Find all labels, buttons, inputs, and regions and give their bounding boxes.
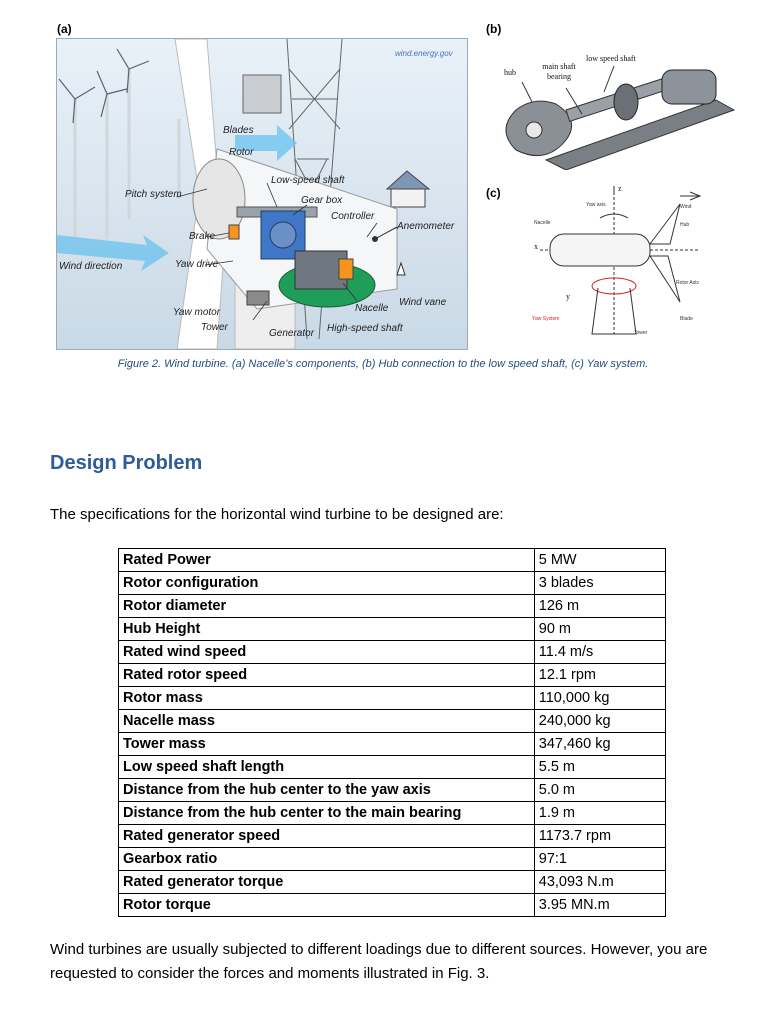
spec-parameter: Rotor torque (119, 894, 535, 917)
yaw-system-illustration (530, 184, 710, 340)
table-row (119, 641, 666, 664)
spec-value: 1.9 m (534, 802, 665, 825)
label-nacelle-c: Nacelle (534, 220, 551, 226)
spec-parameter: Rotor mass (119, 687, 535, 710)
label-yaw-drive: Yaw drive (175, 259, 219, 270)
label-low-speed-shaft-b: low speed shaft (586, 54, 636, 63)
label-wind-vane: Wind vane (399, 297, 447, 308)
label-axis-x: x (534, 242, 538, 251)
table-row (119, 710, 666, 733)
spec-value: 5.5 m (534, 756, 665, 779)
specifications-table (118, 548, 666, 917)
spec-parameter: Rated wind speed (119, 641, 535, 664)
label-hub-c: Hub (680, 222, 690, 228)
label-yaw-axis: Yaw axis (586, 202, 606, 208)
label-axis-z: z (618, 184, 622, 193)
table-row (119, 871, 666, 894)
table-row (119, 664, 666, 687)
section-heading: Design Problem (50, 452, 203, 474)
panel-b-tag: (b) (486, 22, 502, 36)
spec-value: 1173.7 rpm (534, 825, 665, 848)
table-row (119, 595, 666, 618)
spec-value: 110,000 kg (534, 687, 665, 710)
label-brake: Brake (189, 231, 216, 242)
label-yaw-system: Yaw System (532, 316, 560, 322)
label-generator: Generator (269, 328, 315, 339)
label-pitch-system: Pitch system (125, 189, 182, 200)
nacelle-components-illustration (56, 38, 468, 350)
spec-value: 5.0 m (534, 779, 665, 802)
spec-value: 43,093 N.m (534, 871, 665, 894)
spec-parameter: Rated generator speed (119, 825, 535, 848)
label-controller: Controller (331, 211, 375, 222)
spec-parameter: Tower mass (119, 733, 535, 756)
table-row (119, 618, 666, 641)
label-high-speed-shaft: High-speed shaft (327, 323, 403, 334)
label-blades: Blades (223, 125, 254, 136)
label-gear-box: Gear box (301, 195, 343, 206)
spec-value: 12.1 rpm (534, 664, 665, 687)
table-row (119, 572, 666, 595)
spec-parameter: Nacelle mass (119, 710, 535, 733)
specifications-table-body (119, 549, 666, 917)
table-row (119, 848, 666, 871)
table-row (119, 756, 666, 779)
spec-value: 240,000 kg (534, 710, 665, 733)
label-nacelle: Nacelle (355, 303, 389, 314)
spec-parameter: Rotor diameter (119, 595, 535, 618)
label-yaw-motor: Yaw motor (173, 307, 221, 318)
label-wind-direction: Wind direction (59, 261, 123, 272)
spec-parameter: Hub Height (119, 618, 535, 641)
label-rotor-axis: Rotor Axis (676, 280, 699, 286)
table-row (119, 733, 666, 756)
spec-parameter: Distance from the hub center to the yaw axis (119, 779, 535, 802)
spec-value: 97:1 (534, 848, 665, 871)
label-tower-c: Tower (634, 330, 648, 336)
table-row (119, 779, 666, 802)
table-row (119, 549, 666, 572)
figure-caption: Figure 2. Wind turbine. (a) Nacelle’s components, (b) Hub connection to the low speed shaft, (c) Yaw system. (117, 358, 649, 370)
label-blade: Blade (680, 316, 693, 322)
spec-value: 3.95 MN.m (534, 894, 665, 917)
source-credit: wind.energy.gov (395, 49, 453, 58)
spec-parameter: Rated Power (119, 549, 535, 572)
label-wind-c: Wind (680, 204, 692, 210)
label-anemometer: Anemometer (397, 221, 455, 232)
table-row (119, 825, 666, 848)
spec-value: 90 m (534, 618, 665, 641)
spec-value: 3 blades (534, 572, 665, 595)
spec-parameter: Low speed shaft length (119, 756, 535, 779)
closing-paragraph: Wind turbines are usually subjected to different loadings due to different sources. However, you are requested to consider the forces and moments illustrated in Fig. 3. (50, 941, 708, 982)
spec-value: 11.4 m/s (534, 641, 665, 664)
panel-c-tag: (c) (486, 186, 501, 200)
label-rotor: Rotor (229, 147, 254, 158)
spec-value: 126 m (534, 595, 665, 618)
label-low-speed-shaft: Low-speed shaft (271, 175, 345, 186)
table-row (119, 687, 666, 710)
table-row (119, 802, 666, 825)
label-axis-y: y (566, 292, 570, 301)
label-hub-b: hub (504, 68, 516, 77)
section-intro: The specifications for the horizontal wind turbine to be designed are: (50, 506, 504, 523)
spec-parameter: Gearbox ratio (119, 848, 535, 871)
label-main-shaft-bearing: main shaft bearing (542, 62, 576, 81)
spec-parameter: Distance from the hub center to the main bearing (119, 802, 535, 825)
spec-parameter: Rated generator torque (119, 871, 535, 894)
spec-value: 347,460 kg (534, 733, 665, 756)
panel-a-tag: (a) (57, 22, 72, 36)
label-tower: Tower (201, 322, 228, 333)
spec-value: 5 MW (534, 549, 665, 572)
spec-parameter: Rated rotor speed (119, 664, 535, 687)
table-row (119, 894, 666, 917)
hub-shaft-illustration (486, 40, 736, 170)
spec-parameter: Rotor configuration (119, 572, 535, 595)
